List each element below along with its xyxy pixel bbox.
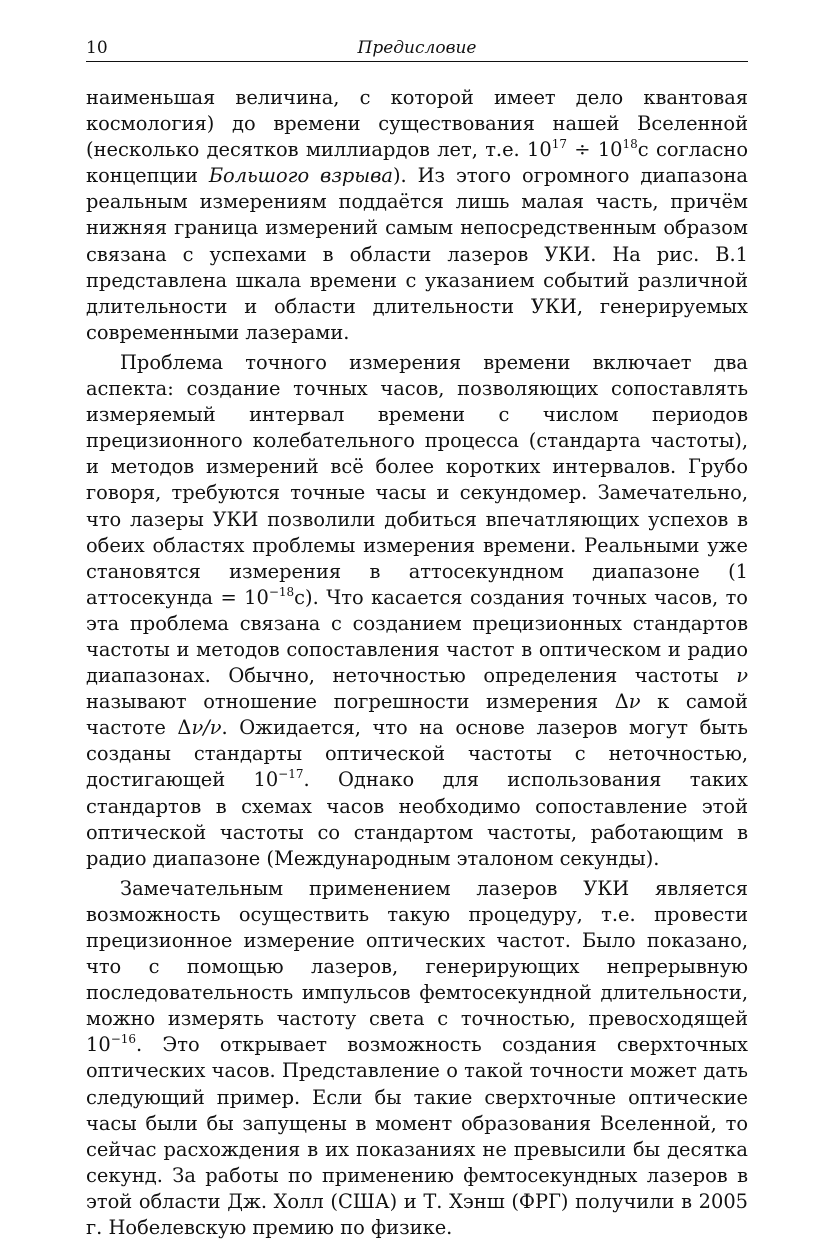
p2-symbol-ratio: ν/ν <box>191 716 222 740</box>
p1-text-3: с согласно концепции <box>86 138 748 188</box>
p2-text-4: к самой частоте Δ <box>86 690 748 740</box>
page-header <box>86 36 748 62</box>
p1-text-2: ÷ 10 <box>566 138 623 162</box>
running-title: Предисловие <box>357 38 477 58</box>
p1-exponent-1: 17 <box>551 137 567 152</box>
paragraph-1 <box>86 85 748 346</box>
p3-text-2: . Это открывает возможность создания сверхточных оптических часов. Представление о такой точности может дать следующий пример. Если бы такие сверхточные оптические часы были бы запущены в момент образования Вселенной, то сейчас расхождения в их показаниях не превысили бы десятка секунд. За работы по применению фемтосекундных лазеров в этой области Дж. Холл (США) и Т. Хэнш (ФРГ) получили в 2005 г. Нобелевскую премию по физике. <box>86 1033 748 1240</box>
p1-text-1: наименьшая величина, с которой имеет дело квантовая космология) до времени существования нашей Вселенной (несколько десятков миллиардов лет, т.е. 10 <box>86 86 748 162</box>
p2-text-5: . Ожидается, что на основе лазеров могут быть созданы стандарты оптической частоты с неточностью, достигающей 10 <box>86 716 748 792</box>
p2-text-1: Проблема точного измерения времени включает два аспекта: создание точных часов, позволяющих сопоставлять измеряемый интервал времени с числом периодов прецизионного колебательного процесса (стандарта частоты), и методов измерений всё более коротких интервалов. Грубо говоря, требуются точные часы и секундомер. Замечательно, что лазеры УКИ позволили добиться впечатляющих успехов в обеих областях проблемы измерения времени. Реальными уже становятся измерения в аттосекундном диапазоне (1 аттосекунда = 10 <box>86 350 748 609</box>
p2-symbol-nu: ν <box>736 664 748 688</box>
p2-text-6: . Однако для использования таких стандартов в схемах часов необходимо сопоставление этой оптической частоты со стандартом частоты, работающим в радио диапазоне (Международным эталоном секунды). <box>86 768 748 870</box>
p1-italic-term: Большого взрыва <box>208 164 393 188</box>
p3-exponent-1: −16 <box>110 1032 137 1047</box>
book-page <box>86 36 748 1245</box>
p1-exponent-2: 18 <box>622 137 638 152</box>
p2-text-3: называют отношение погрешности измерения Δ <box>86 690 629 714</box>
p3-text-1: Замечательным применением лазеров УКИ является возможность осуществить такую процедуру, т.е. провести прецизионное измерение оптических частот. Было показано, что с помощью лазеров, генерирующих непрерывную последовательность импульсов фемтосекундной длительности, можно измерять частоту света с точностью, превосходящей 10 <box>86 876 748 1057</box>
p2-text-2: с). Что касается создания точных часов, то эта проблема связана с созданием прецизионных стандартов частоты и методов сопоставления частот в оптическом и радио диапазонах. Обычно, неточностью определения частоты <box>86 585 748 688</box>
paragraph-3 <box>86 876 748 1241</box>
body-text <box>86 85 748 1241</box>
p2-symbol-nu-2: ν <box>628 690 641 714</box>
paragraph-2 <box>86 350 748 872</box>
p2-exponent-1: −18 <box>268 584 295 599</box>
p2-exponent-2: −17 <box>278 767 304 782</box>
p1-text-4: ). Из этого огромного диапазона реальным измерениям поддаётся лишь малая часть, причём нижняя граница измерений самым непосредственным образом связана с успехами в области лазеров УКИ. На рис. В.1 представлена шкала времени с указанием событий различной длительности и области длительности УКИ, генерируемых современными лазерами. <box>86 164 748 344</box>
page-number: 10 <box>86 38 108 58</box>
